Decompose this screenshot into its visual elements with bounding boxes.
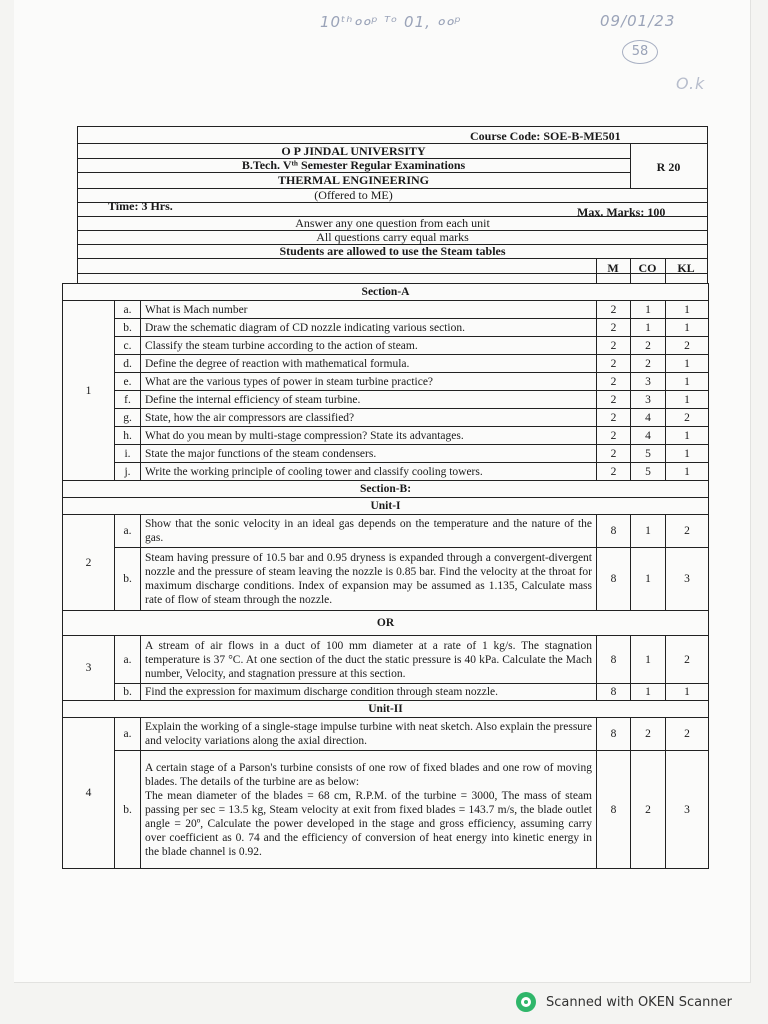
- subject-title: THERMAL ENGINEERING: [277, 173, 430, 187]
- question-text-line: The mean diameter of the blades = 68 cm, R.P.M. of the turbine = 3000, The mass of steam passing per sec = 13.5 kg, Steam velocity at exit from fixed blades = 143.7 m/s, the blade outlet angle = 20º, Calculate the power developed in the stage and gross efficiency, assuming carry over coefficient as 0. 74 and the efficiency of conversion of heat energy into kinetic energy in the blade channel is 0.92.: [145, 789, 592, 858]
- kl-cell: 1: [666, 301, 709, 319]
- kl-cell: 1: [666, 463, 709, 481]
- kl-cell: 1: [666, 355, 709, 373]
- table-row: [63, 684, 709, 701]
- kl-cell: 1: [666, 445, 709, 463]
- sub-question-label: f.: [115, 391, 141, 409]
- co-cell: 1: [631, 684, 666, 701]
- co-cell: 1: [631, 515, 666, 548]
- kl-cell: 3: [666, 548, 709, 611]
- instruction-answer: Answer any one question from each unit: [295, 216, 490, 230]
- question-text: Explain the working of a single-stage impulse turbine with neat sketch. Also explain the pressure and velocity variations along the axial direction.: [141, 718, 597, 751]
- question-number: 4: [63, 718, 115, 869]
- question-text-line: A certain stage of a Parson's turbine consists of one row of fixed blades and one row of moving blades. The details of the turbine are as below:: [145, 761, 592, 788]
- question-text: Write the working principle of cooling tower and classify cooling towers.: [141, 463, 597, 481]
- co-cell: 2: [631, 751, 666, 869]
- question-text: Define the degree of reaction with mathematical formula.: [141, 355, 597, 373]
- kl-cell: 1: [666, 684, 709, 701]
- marks-cell: 2: [597, 391, 631, 409]
- column-header-co: CO: [638, 261, 657, 275]
- table-row: [63, 445, 709, 463]
- max-marks: Max. Marks: 100: [577, 205, 666, 219]
- co-cell: 4: [631, 409, 666, 427]
- sub-question-label: g.: [115, 409, 141, 427]
- unit-1-title: Unit-I: [63, 498, 709, 515]
- sub-question-label: a.: [115, 301, 141, 319]
- marks-cell: 2: [597, 445, 631, 463]
- co-cell: 1: [631, 548, 666, 611]
- table-row: [63, 391, 709, 409]
- table-row: [63, 427, 709, 445]
- co-cell: 3: [631, 391, 666, 409]
- handwritten-note: 10ᵗʰ००ᵖ ᵀᵒ 01, ००ᵖ: [320, 13, 462, 31]
- co-cell: 2: [631, 337, 666, 355]
- marks-cell: 8: [597, 548, 631, 611]
- regulation-code: R 20: [656, 160, 681, 174]
- marks-cell: 8: [597, 684, 631, 701]
- sub-question-label: b.: [115, 751, 141, 869]
- marks-cell: 2: [597, 337, 631, 355]
- unit-row: [63, 701, 709, 718]
- co-cell: 2: [631, 718, 666, 751]
- question-text: [141, 751, 597, 869]
- table-row: [63, 337, 709, 355]
- table-row: [63, 319, 709, 337]
- kl-cell: 2: [666, 515, 709, 548]
- co-cell: 1: [631, 301, 666, 319]
- marks-cell: 2: [597, 427, 631, 445]
- sub-question-label: j.: [115, 463, 141, 481]
- sub-question-label: e.: [115, 373, 141, 391]
- question-number: 1: [63, 301, 115, 481]
- sub-question-label: a.: [115, 718, 141, 751]
- kl-cell: 2: [666, 718, 709, 751]
- table-row: [63, 355, 709, 373]
- question-text: State the major functions of the steam condensers.: [141, 445, 597, 463]
- co-cell: 4: [631, 427, 666, 445]
- or-separator: OR: [63, 611, 709, 636]
- sub-question-label: b.: [115, 319, 141, 337]
- column-header-kl: KL: [677, 261, 695, 275]
- marks-cell: 2: [597, 355, 631, 373]
- question-number: 3: [63, 636, 115, 701]
- exam-title: B.Tech. Vᵗʰ Semester Regular Examinations: [241, 158, 466, 172]
- sub-question-label: h.: [115, 427, 141, 445]
- marks-cell: 8: [597, 515, 631, 548]
- marks-cell: 8: [597, 751, 631, 869]
- column-header-marks: M: [607, 261, 619, 275]
- sub-question-label: a.: [115, 636, 141, 684]
- handwritten-mark: O.k: [676, 74, 706, 93]
- marks-cell: 2: [597, 319, 631, 337]
- marks-cell: 2: [597, 301, 631, 319]
- section-a-title: Section-A: [63, 284, 709, 301]
- or-row: [63, 611, 709, 636]
- handwritten-date: 09/01/23: [600, 12, 676, 30]
- sub-question-label: i.: [115, 445, 141, 463]
- handwritten-circled-number: 58: [622, 40, 658, 64]
- table-row: [63, 636, 709, 684]
- unit-2-title: Unit-II: [63, 701, 709, 718]
- question-text: Draw the schematic diagram of CD nozzle indicating various section.: [141, 319, 597, 337]
- scanner-label: Scanned with OKEN Scanner: [546, 994, 732, 1010]
- question-text: Classify the steam turbine according to the action of steam.: [141, 337, 597, 355]
- question-text: What is Mach number: [141, 301, 597, 319]
- question-text: Define the internal efficiency of steam turbine.: [141, 391, 597, 409]
- section-b-row: [63, 481, 709, 498]
- table-row: [63, 548, 709, 611]
- co-cell: 1: [631, 319, 666, 337]
- co-cell: 5: [631, 445, 666, 463]
- instruction-steam-tables: Students are allowed to use the Steam tables: [279, 244, 506, 258]
- question-number: 2: [63, 515, 115, 611]
- table-row: [63, 463, 709, 481]
- question-text: Show that the sonic velocity in an ideal gas depends on the temperature and the nature of the gas.: [141, 515, 597, 548]
- kl-cell: 1: [666, 319, 709, 337]
- question-table: [62, 283, 709, 869]
- sub-question-label: a.: [115, 515, 141, 548]
- co-cell: 5: [631, 463, 666, 481]
- scanner-logo-icon: [516, 992, 536, 1012]
- table-row: [63, 515, 709, 548]
- marks-cell: 8: [597, 636, 631, 684]
- marks-cell: 2: [597, 409, 631, 427]
- table-row: [63, 718, 709, 751]
- kl-cell: 3: [666, 751, 709, 869]
- kl-cell: 1: [666, 427, 709, 445]
- university-name: O P JINDAL UNIVERSITY: [281, 144, 426, 158]
- offered-to: (Offered to ME): [314, 188, 393, 202]
- instruction-equal-marks: All questions carry equal marks: [316, 230, 469, 244]
- marks-cell: 2: [597, 373, 631, 391]
- section-b-title: Section-B:: [63, 481, 709, 498]
- question-text: Steam having pressure of 10.5 bar and 0.95 dryness is expanded through a convergent-divergent nozzle and the pressure of steam leaving the nozzle is 0.85 bar. Find the velocity at the throat for maximum discharge conditions. Index of expansion may be assumed as 1.135, Calculate mass rate of flow of steam through the nozzle.: [141, 548, 597, 611]
- sub-question-label: c.: [115, 337, 141, 355]
- table-row: [63, 373, 709, 391]
- unit-row: [63, 498, 709, 515]
- sub-question-label: b.: [115, 548, 141, 611]
- exam-time: Time: 3 Hrs.: [108, 199, 173, 213]
- question-text: What are the various types of power in steam turbine practice?: [141, 373, 597, 391]
- table-row: [63, 301, 709, 319]
- co-cell: 2: [631, 355, 666, 373]
- marks-cell: 8: [597, 718, 631, 751]
- kl-cell: 1: [666, 391, 709, 409]
- kl-cell: 2: [666, 337, 709, 355]
- co-cell: 1: [631, 636, 666, 684]
- section-a-row: [63, 284, 709, 301]
- question-text: A stream of air flows in a duct of 100 mm diameter at a rate of 1 kg/s. The stagnation temperature is 37 °C. At one section of the duct the static pressure is 40 kPa. Calculate the Mach number, Velocity, and stagnation pressure at this section.: [141, 636, 597, 684]
- table-row: [63, 751, 709, 869]
- course-code: Course Code: SOE-B-ME501: [470, 129, 621, 143]
- question-text: What do you mean by multi-stage compression? State its advantages.: [141, 427, 597, 445]
- question-text: State, how the air compressors are classified?: [141, 409, 597, 427]
- scanner-watermark: [516, 990, 732, 1014]
- sub-question-label: b.: [115, 684, 141, 701]
- kl-cell: 2: [666, 636, 709, 684]
- marks-cell: 2: [597, 463, 631, 481]
- sub-question-label: d.: [115, 355, 141, 373]
- table-row: [63, 409, 709, 427]
- kl-cell: 1: [666, 373, 709, 391]
- kl-cell: 2: [666, 409, 709, 427]
- question-text: Find the expression for maximum discharge condition through steam nozzle.: [141, 684, 597, 701]
- co-cell: 3: [631, 373, 666, 391]
